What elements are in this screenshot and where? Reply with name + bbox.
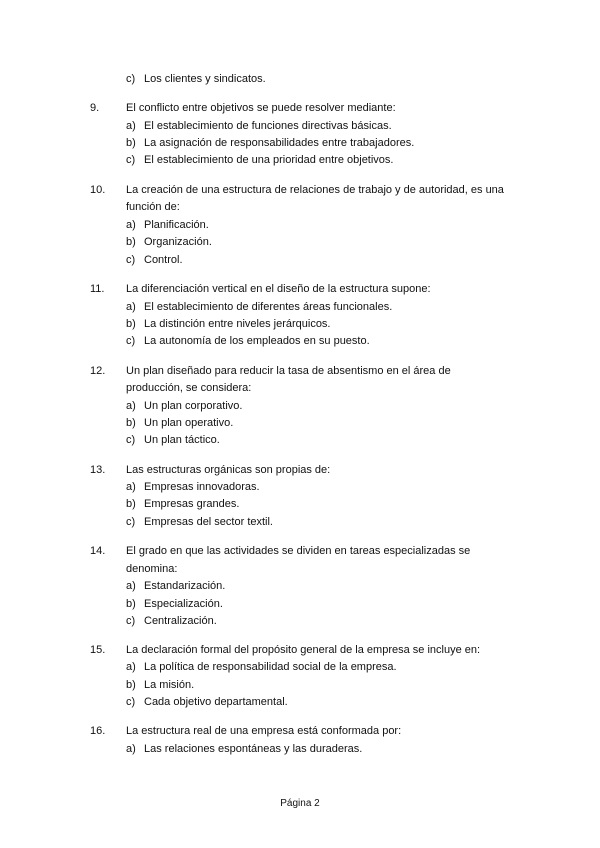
option-letter: b) <box>126 236 136 248</box>
question-text: El conflicto entre objetivos se puede resolver mediante: <box>126 102 396 114</box>
option-text: Las relaciones espontáneas y las duraderas. <box>144 743 363 755</box>
option-text: Los clientes y sindicatos. <box>144 73 266 85</box>
option-letter: a) <box>126 481 136 493</box>
option-letter: a) <box>126 743 136 755</box>
option-text: Cada objetivo departamental. <box>144 696 288 708</box>
question-number: 15. <box>90 644 106 656</box>
question-number: 14. <box>90 545 106 557</box>
option-letter: c) <box>126 254 136 266</box>
option-text: Un plan operativo. <box>144 417 234 429</box>
option-letter: a) <box>126 219 136 231</box>
option-letter: c) <box>126 516 136 528</box>
option-text: El establecimiento de diferentes áreas funcionales. <box>144 301 393 313</box>
question-number: 12. <box>90 365 106 377</box>
question-text: función de: <box>126 201 180 213</box>
option-letter: c) <box>126 154 136 166</box>
option-letter: a) <box>126 400 136 412</box>
option-letter: c) <box>126 335 136 347</box>
option-text: Centralización. <box>144 615 217 627</box>
option-text: La misión. <box>144 679 195 691</box>
question-text: La creación de una estructura de relaciones de trabajo y de autoridad, es una <box>126 184 504 196</box>
option-letter: b) <box>126 318 136 330</box>
option-letter: b) <box>126 498 136 510</box>
option-letter: c) <box>126 434 136 446</box>
question-text: denomina: <box>126 563 178 575</box>
question-number: 11. <box>90 283 105 295</box>
option-letter: b) <box>126 417 136 429</box>
question-text: Las estructuras orgánicas son propias de: <box>126 464 331 476</box>
option-letter: b) <box>126 598 136 610</box>
option-letter: a) <box>126 580 136 592</box>
option-letter: a) <box>126 120 136 132</box>
option-text: La autonomía de los empleados en su puesto. <box>144 335 370 347</box>
option-text: Un plan corporativo. <box>144 400 243 412</box>
option-text: Empresas del sector textil. <box>144 516 273 528</box>
option-text: Estandarización. <box>144 580 226 592</box>
option-letter: c) <box>126 73 136 85</box>
option-text: La política de responsabilidad social de la empresa. <box>144 661 397 673</box>
question-text: Un plan diseñado para reducir la tasa de absentismo en el área de <box>126 365 451 377</box>
question-text: La diferenciación vertical en el diseño de la estructura supone: <box>126 283 431 295</box>
option-text: Planificación. <box>144 219 209 231</box>
option-text: La distinción entre niveles jerárquicos. <box>144 318 331 330</box>
question-text: El grado en que las actividades se dividen en tareas especializadas se <box>126 545 471 557</box>
option-letter: a) <box>126 301 136 313</box>
option-letter: b) <box>126 679 136 691</box>
option-letter: b) <box>126 137 136 149</box>
question-number: 13. <box>90 464 106 476</box>
option-text: El establecimiento de funciones directivas básicas. <box>144 120 392 132</box>
option-letter: c) <box>126 615 136 627</box>
option-text: Control. <box>144 254 183 266</box>
option-text: Un plan táctico. <box>144 434 220 446</box>
option-text: Empresas grandes. <box>144 498 240 510</box>
question-number: 9. <box>90 102 100 114</box>
option-letter: a) <box>126 661 136 673</box>
option-text: La asignación de responsabilidades entre trabajadores. <box>144 137 415 149</box>
question-text: producción, se considera: <box>126 382 252 394</box>
page-number: Página 2 <box>280 798 320 809</box>
option-text: Empresas innovadoras. <box>144 481 260 493</box>
option-text: El establecimiento de una prioridad entre objetivos. <box>144 154 394 166</box>
question-text: La estructura real de una empresa está conformada por: <box>126 725 402 737</box>
question-number: 10. <box>90 184 106 196</box>
option-text: Organización. <box>144 236 212 248</box>
question-text: La declaración formal del propósito general de la empresa se incluye en: <box>126 644 481 656</box>
option-text: Especialización. <box>144 598 223 610</box>
question-number: 16. <box>90 725 106 737</box>
option-letter: c) <box>126 696 136 708</box>
